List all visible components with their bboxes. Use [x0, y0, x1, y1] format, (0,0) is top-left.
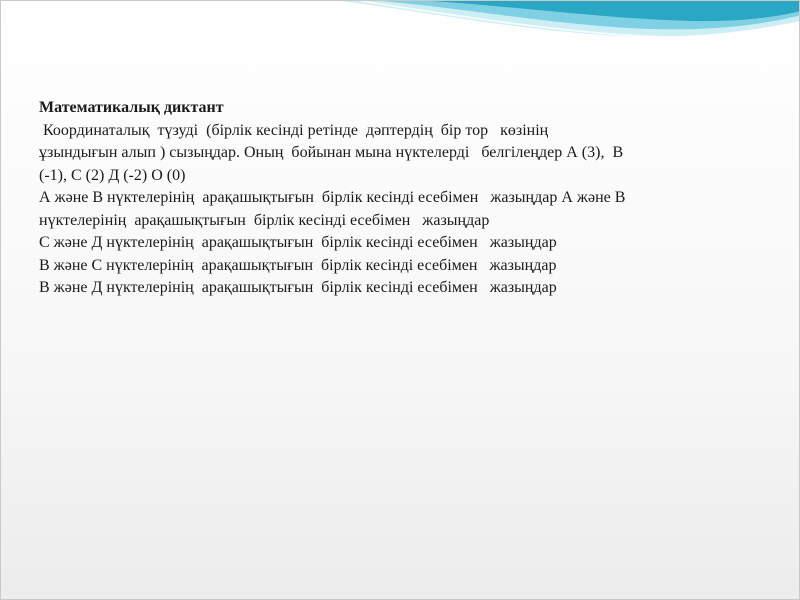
- text-line: В және С нүктелерінің арақашықтығын бірлік кесінді есебімен жазыңдар: [39, 256, 557, 274]
- text-line: ұзындығын алып ) сызыңдар. Оның бойынан мына нүктелерді белгілеңдер А (3), В: [39, 144, 624, 161]
- text-line: С және Д нүктелерінің арақашықтығын бірлік кесінді есебімен жазыңдар: [39, 234, 557, 251]
- text-line: В және Д нүктелерінің арақашықтығын бірлік кесінді есебімен жазыңдар: [39, 279, 557, 296]
- text-line: Координаталық түзуді (бірлік кесінді ретінде дәптердің бір тор көзінің: [39, 121, 549, 139]
- text-line: А және В нүктелерінің арақашықтығын бірлік кесінді есебімен жазыңдар А және В: [39, 189, 626, 206]
- dictation-text-block: [39, 97, 779, 300]
- slide-title: Математикалық диктант: [39, 99, 224, 116]
- text-line: нүктелерінің арақашықтығын бірлік кесінді есебімен жазыңдар: [39, 211, 490, 229]
- header-wave-decoration: [1, 1, 800, 91]
- text-line: (-1), С (2) Д (-2) О (0): [39, 166, 186, 184]
